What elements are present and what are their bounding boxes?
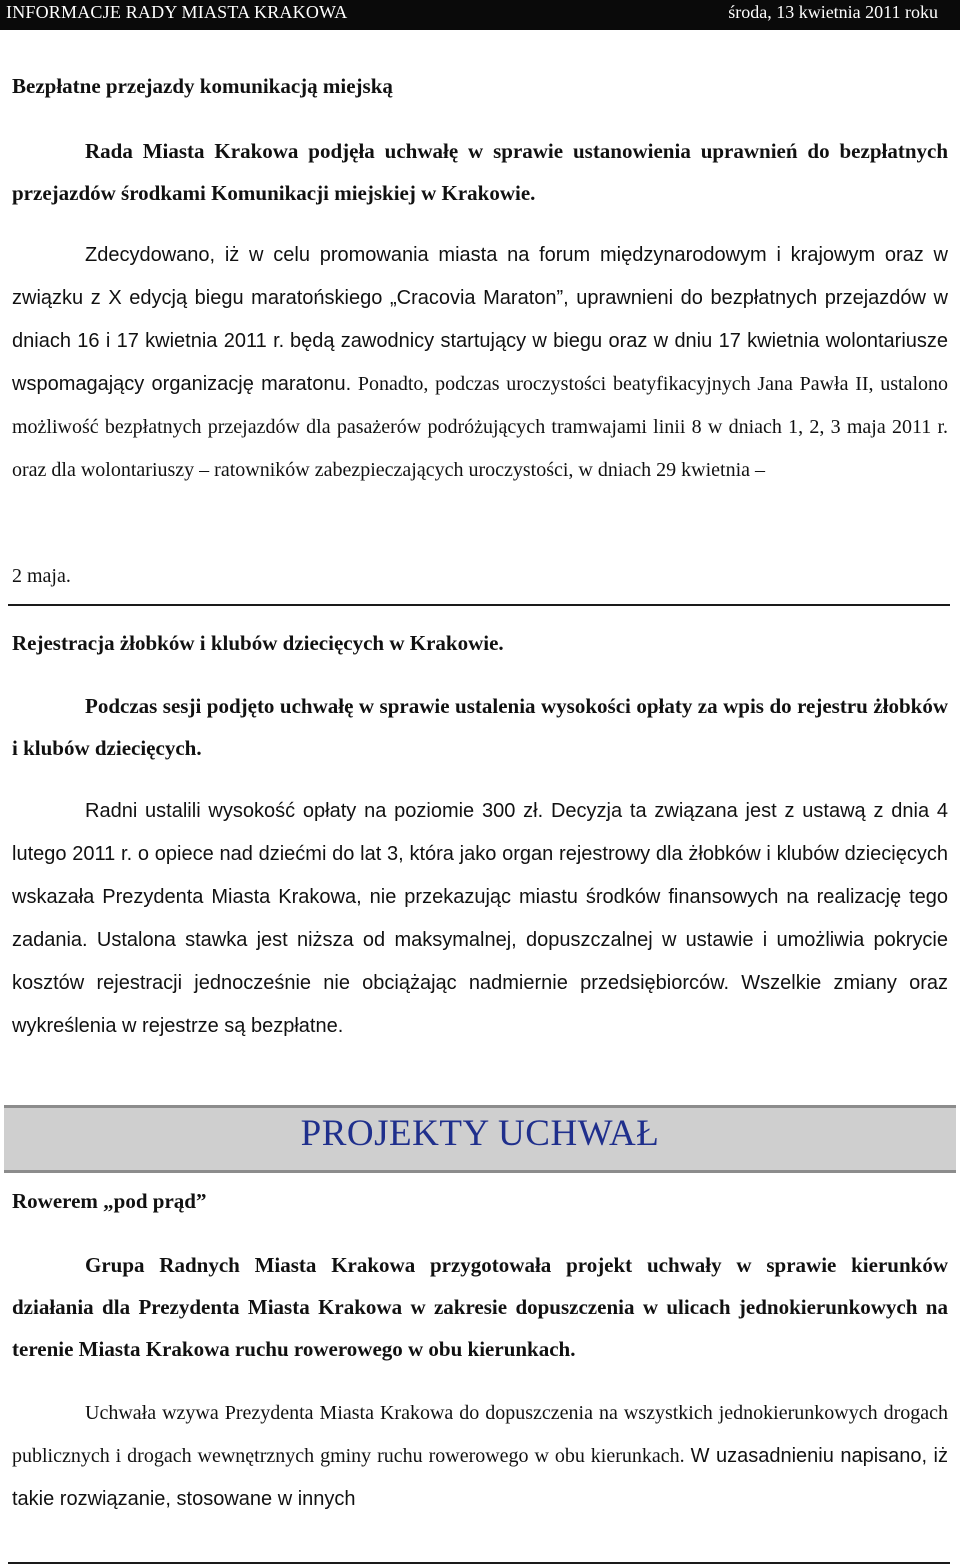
publication-name: INFORMACJE RADY MIASTA KRAKOWA (6, 2, 348, 22)
page-bottom-divider (8, 1562, 950, 1564)
section-title-nursery-registry: Rejestracja żłobków i klubów dziecięcych w Krakowie. (12, 631, 504, 655)
section-paragraph-nursery-registry: Radni ustalili wysokość opłaty na poziomie 300 zł. Decyzja ta związana jest z ustawą z dnia 4 lutego 2011 r. o opiece nad dziećmi do lat 3, która jako organ rejestrowy dla żłobków i klubów dziecięcych wskazała Prezydenta Miasta Krakowa, nie przekazując miastu środków finansowych na realizację tego zadania. Ustalona stawka jest niższa od maksymalnej, dopuszczalnej w ustawie i umożliwia pokrycie kosztów rejestracji jednocześnie nie obciążając nadmiernie przedsiębiorców. Wszelkie zmiany oraz wykreślenia w rejestrze są bezpłatne. (12, 800, 948, 1037)
banner-title: PROJEKTY UCHWAŁ (300, 1113, 660, 1154)
projects-banner (4, 1105, 956, 1173)
section-lead-nursery-registry: Podczas sesji podjęto uchwałę w sprawie ustalenia wysokości opłaty za wpis do rejestru żłobków i klubów dziecięcych. (12, 694, 948, 760)
paragraph-continuation: 2 maja. (12, 565, 71, 587)
section-lead-bike-contraflow: Grupa Radnych Miasta Krakowa przygotowała projekt uchwały w sprawie kierunków działania dla Prezydenta Miasta Krakowa w zakresie dopuszczenia w ulicach jednokierunkowych na terenie Miasta Krakowa ruchu rowerowego w obu kierunkach. (12, 1253, 948, 1361)
section-title-free-transport: Bezpłatne przejazdy komunikacją miejską (12, 74, 393, 98)
paragraph-part: Ponadto, podczas uroczystości beatyfikacyjnych Jana Pawła II, ustalono możliwość bezpłatnych przejazdów dla pasażerów podróżujących tramwajami linii 8 w dniach 1, 2, 3 maja 2011 r. oraz dla wolontariuszy – ratowników zabezpieczających uroczystości, w dniach 29 kwietnia – (12, 373, 949, 481)
paragraph-part: Zdecydowano, iż w celu promowania miasta na forum międzynarodowym i krajowym oraz w związku z X edycją biegu maratońskiego „Cracovia Maraton”, uprawnieni do bezpłatnych przejazdów w dniach 16 i 17 kwietnia 2011 r. (12, 244, 948, 352)
section-divider (8, 604, 950, 606)
paragraph-part: W uzasadnieniu napisano, iż takie rozwiązanie, stosowane w innych (12, 1445, 948, 1510)
section-paragraph-free-transport (12, 234, 948, 492)
section-title-bike-contraflow: Rowerem „pod prąd” (12, 1189, 207, 1213)
page-header (0, 0, 960, 30)
paragraph-part: będą zawodnicy startujący w biegu oraz w dniu 17 kwietnia wolontariusze wspomagający organizację maratonu. (12, 330, 949, 395)
section-paragraph-bike-contraflow (12, 1392, 948, 1521)
section-lead-free-transport: Rada Miasta Krakowa podjęła uchwałę w sprawie ustanowienia uprawnień do bezpłatnych przejazdów środkami Komunikacji miejskiej w Krakowie. (12, 139, 948, 205)
paragraph-part: Uchwała wzywa Prezydenta Miasta Krakowa do dopuszczenia na wszystkich jednokierunkowych drogach publicznych i drogach wewnętrznych gminy ruchu rowerowego w obu kierunkach. (12, 1402, 948, 1467)
issue-date: środa, 13 kwietnia 2011 roku (728, 2, 938, 22)
